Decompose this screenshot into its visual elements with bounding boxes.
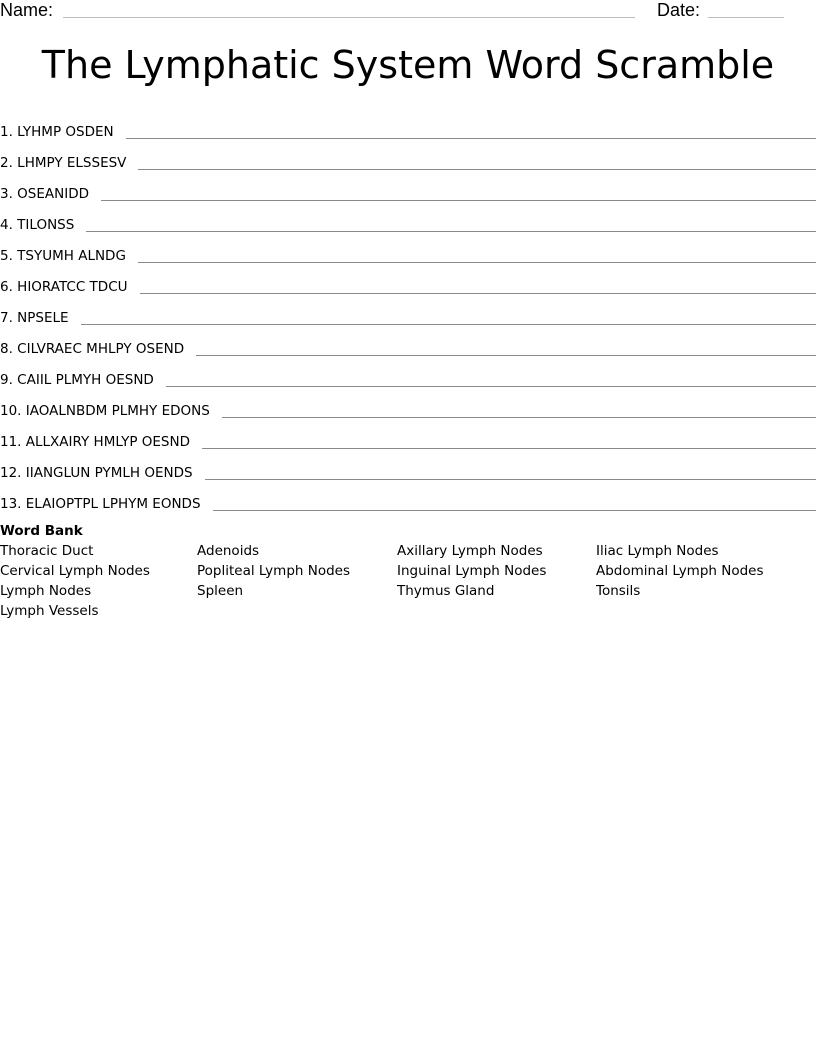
word-bank-item: Thoracic Duct [0,543,94,559]
answer-line[interactable] [140,292,816,294]
name-label: Name: [0,0,54,20]
worksheet-title: The Lymphatic System Word Scramble [41,43,775,87]
word-bank-item: Axillary Lymph Nodes [397,543,543,559]
word-bank-item: Inguinal Lymph Nodes [397,563,547,579]
scrambled-word: 7. NPSELE [0,310,69,326]
word-bank-item: Iliac Lymph Nodes [596,543,719,559]
scramble-item [0,328,816,359]
scrambled-word: 9. CAIIL PLMYH OESND [0,372,154,388]
answer-line[interactable] [213,509,816,511]
scrambled-word: 13. ELAIOPTPL LPHYM EONDS [0,496,201,512]
scrambled-word: 2. LHMPY ELSSESV [0,155,127,171]
answer-line[interactable] [202,447,816,449]
scramble-item [0,483,816,514]
answer-line[interactable] [138,168,816,170]
scramble-item [0,235,816,266]
scramble-item [0,173,816,204]
scramble-item [0,142,816,173]
answer-line[interactable] [222,416,816,418]
word-bank-item: Adenoids [197,543,260,559]
answer-line[interactable] [81,323,816,325]
word-bank-item: Lymph Vessels [0,603,99,619]
word-bank-grid [0,542,816,622]
scramble-item [0,111,816,142]
scrambled-word: 12. IIANGLUN PYMLH OENDS [0,465,193,481]
scramble-item [0,297,816,328]
scrambled-word: 5. TSYUMH ALNDG [0,248,126,264]
word-bank-title: Word Bank [0,523,83,539]
scramble-item [0,421,816,452]
word-bank-item: Cervical Lymph Nodes [0,563,150,579]
answer-line[interactable] [101,199,816,201]
scrambled-word: 10. IAOALNBDM PLMHY EDONS [0,403,210,419]
date-answer-line[interactable] [708,17,784,18]
scrambled-word: 4. TILONSS [0,217,75,233]
scrambled-word: 11. ALLXAIRY HMLYP OESND [0,434,190,450]
answer-line[interactable] [86,230,816,232]
answer-line[interactable] [126,137,816,139]
scramble-item [0,204,816,235]
scramble-item [0,266,816,297]
scramble-item [0,359,816,390]
answer-line[interactable] [196,354,816,356]
word-bank-item: Popliteal Lymph Nodes [197,563,351,579]
word-bank-item: Lymph Nodes [0,583,92,599]
word-bank [0,522,816,622]
word-bank-item: Thymus Gland [397,583,495,599]
scramble-item [0,452,816,483]
scrambled-word: 6. HIORATCC TDCU [0,279,128,295]
worksheet-header [0,0,816,22]
answer-line[interactable] [166,385,816,387]
name-answer-line[interactable] [63,17,635,18]
scrambled-word: 1. LYHMP OSDEN [0,124,114,140]
date-label: Date: [657,0,701,20]
answer-line[interactable] [138,261,816,263]
scrambled-word: 8. CILVRAEC MHLPY OSEND [0,341,185,357]
word-bank-item: Spleen [197,583,244,599]
answer-line[interactable] [205,478,816,480]
scrambled-word: 3. OSEANIDD [0,186,90,202]
word-bank-item: Tonsils [596,583,641,599]
scramble-item [0,390,816,421]
word-bank-item: Abdominal Lymph Nodes [596,563,764,579]
scramble-list [0,111,816,514]
